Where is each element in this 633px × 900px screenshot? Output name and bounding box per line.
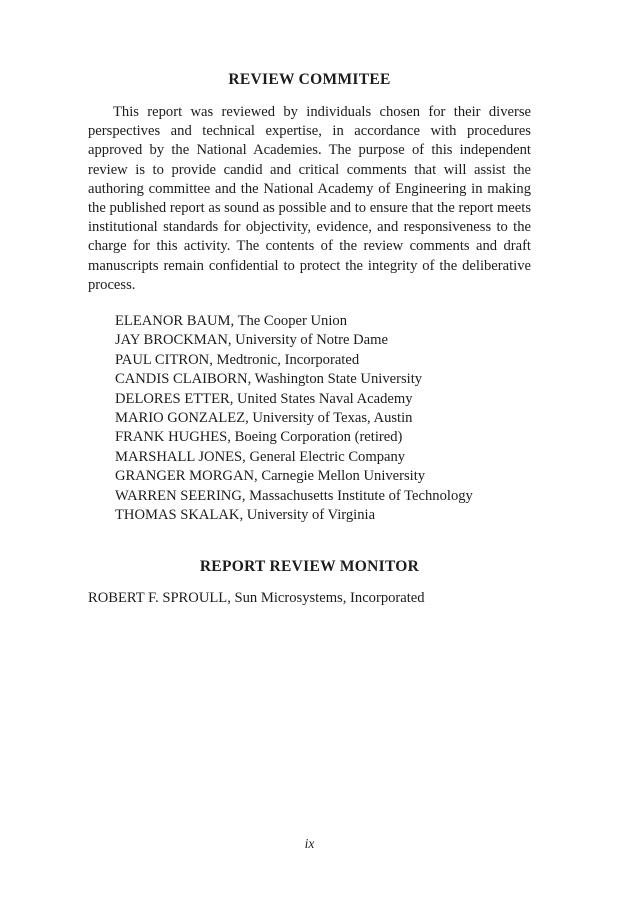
- review-process-paragraph: This report was reviewed by individuals chosen for their diverse perspectives and technical expertise, in accordance with procedures approved by the National Academies. The purpose of this independent review is to provide candid and critical comments that will assist the authoring committee and the National Academy of Engineering in making the published report as sound as possible and to ensure that the report meets institutional standards for objectivity, evidence, and responsiveness to the charge for this activity. The contents of the review comments and draft manuscripts remain confidential to protect the integrity of the deliberative process.: [88, 104, 531, 293]
- report-review-monitor-entry: ROBERT F. SPROULL, Sun Microsystems, Incorporated: [88, 589, 425, 606]
- committee-member: PAUL CITRON, Medtronic, Incorporated: [115, 351, 360, 368]
- committee-member: CANDIS CLAIBORN, Washington State University: [115, 371, 423, 388]
- report-review-monitor-heading: REPORT REVIEW MONITOR: [199, 557, 420, 575]
- committee-member: WARREN SEERING, Massachusetts Institute of Technology: [115, 487, 473, 504]
- committee-member-list: [88, 312, 531, 525]
- text-block: [88, 0, 531, 608]
- committee-member: MARSHALL JONES, General Electric Company: [115, 448, 406, 465]
- committee-member: DELORES ETTER, United States Naval Academy: [115, 390, 413, 407]
- page-number: ix: [304, 836, 315, 851]
- review-committee-heading: REVIEW COMMITEE: [228, 71, 391, 88]
- committee-member: JAY BROCKMAN, University of Notre Dame: [115, 332, 388, 349]
- committee-member: ELEANOR BAUM, The Cooper Union: [115, 313, 347, 330]
- committee-member: GRANGER MORGAN, Carnegie Mellon University: [115, 468, 426, 485]
- committee-member: MARIO GONZALEZ, University of Texas, Austin: [115, 410, 413, 427]
- committee-member: FRANK HUGHES, Boeing Corporation (retired): [115, 429, 403, 446]
- committee-member: THOMAS SKALAK, University of Virginia: [115, 507, 376, 524]
